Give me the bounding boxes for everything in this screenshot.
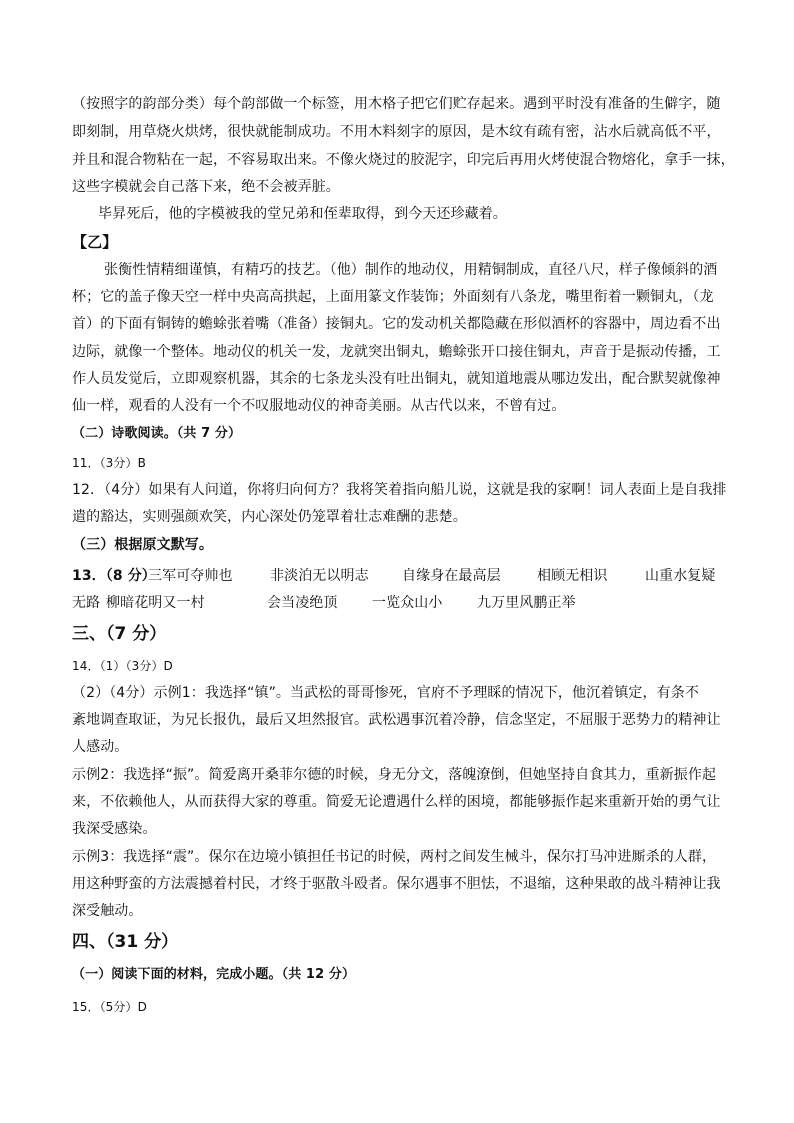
- passage-b-line: 仙一样，观看的人没有一个不叹服地动仪的神奇美丽。从古代以来，不曾有过。: [72, 398, 566, 414]
- dictation-answer: 三军可夺帅也: [148, 568, 233, 584]
- reading-section-heading: （一）阅读下面的材料，完成小题。（共 12 分）: [72, 967, 356, 982]
- answer-q14-2-line: （2）（4分）示例1：我选择“镇”。当武松的哥哥惨死，官府不予理睬的情况下，他沉着镇定，有条不: [72, 685, 699, 701]
- dictation-answer: 相顾无相识: [537, 568, 608, 584]
- section-3-heading: 三、（7 分）: [72, 624, 167, 644]
- dictation-answer: 会当凌绝顶: [267, 595, 338, 611]
- answer-q14-2-line: 紊地调查取证，为兄长报仇，最后又坦然报官。武松遇事沉着冷静，信念坚定，不屈服于恶势力的精神让: [72, 712, 721, 728]
- example-2-line: 示例2：我选择“振”。简爱离开桑菲尔德的时候，身无分文，落魄潦倒，但她坚持自食其力，重新振作起: [72, 767, 717, 783]
- passage-a-line: 并且和混合物粘在一起，不容易取出来。不像火烧过的胶泥字，印完后再用火烤使混合物熔化，拿手一抹，: [72, 152, 735, 168]
- dictation-answer: 一览众山小: [372, 595, 443, 611]
- answer-q13-line2: [72, 593, 576, 613]
- section-4-heading: 四、（31 分）: [72, 932, 179, 952]
- answer-q12-line: 12．（4分）如果有人问道，你将归向何方？我将笑着指向船儿说，这就是我的家啊！词人表面上是自我排: [72, 482, 727, 498]
- passage-b-line: 边际，就像一个整体。地动仪的机关一发，龙就突出铜丸，蟾蜍张开口接住铜丸，声音于是振动传播，工: [72, 344, 721, 360]
- passage-b-label: 【乙】: [72, 233, 118, 251]
- dictation-answer: 九万里风鹏正举: [477, 595, 576, 611]
- passage-b-line: 张衡性情精细谨慎，有精巧的技艺。（他）制作的地动仪，用精铜制成，直径八尺，样子像倾斜的酒: [104, 262, 718, 278]
- answer-q15: 15．（5分）D: [72, 1000, 147, 1014]
- dictation-answer: 柳暗花明又一村: [106, 595, 205, 611]
- example-3-line: 示例3：我选择“震”。保尔在边境小镇担任书记的时候，两村之间发生械斗，保尔打马冲进厮杀的人群，: [72, 849, 717, 865]
- passage-a-line: 这些字模就会自己落下来，绝不会被弄脏。: [72, 179, 340, 195]
- example-2-line: 我深受感染。: [72, 821, 157, 837]
- passage-b-line: 首）的下面有铜铸的蟾蜍张着嘴（准备）接铜丸。它的发动机关都隐藏在形似酒杯的容器中，周边看不出: [72, 316, 721, 332]
- answer-q13-line1: [72, 566, 716, 586]
- poem-section-heading: （二）诗歌阅读。（共 7 分）: [72, 426, 242, 441]
- answer-q11: 11．（3分）B: [72, 456, 146, 470]
- dictation-section-heading: （三）根据原文默写。: [72, 537, 213, 553]
- example-3-line: 用这种野蛮的方法震撼着村民，才终于驱散斗殴者。保尔遇事不胆怯，不退缩，这种果敢的战斗精神让我: [72, 876, 721, 892]
- q13-label: 13．（8 分）: [72, 568, 156, 584]
- answer-q12-line: 遣的豁达，实则强颜欢笑，内心深处仍笼罩着壮志难酬的悲楚。: [72, 509, 467, 525]
- passage-a-line: 即刻制，用草烧火烘烤，很快就能制成功。不用木料刻字的原因，是木纹有疏有密，沾水后就高低不平，: [72, 124, 721, 140]
- dictation-answer: 非淡泊无以明志: [270, 568, 369, 584]
- passage-a-last-line: 毕昇死后，他的字模被我的堂兄弟和侄辈取得，到今天还珍藏着。: [98, 206, 507, 222]
- answer-q14-2-line: 人感动。: [72, 739, 129, 755]
- passage-b-line: 作人员发觉后，立即观察机器，其余的七条龙头没有吐出铜丸，就知道地震从哪边发出，配合默契就像神: [72, 371, 721, 387]
- dictation-answer: 自缘身在最高层: [402, 568, 501, 584]
- dictation-answer: 无路: [72, 595, 101, 611]
- example-2-line: 来，不依赖他人，从而获得大家的尊重。简爱无论遭遇什么样的困境，都能够振作起来重新开始的勇气让: [72, 794, 721, 810]
- example-3-line: 深受触动。: [72, 903, 143, 919]
- passage-b-line: 杯；它的盖子像天空一样中央高高拱起，上面用篆文作装饰；外面刻有八条龙，嘴里衔着一颗铜丸，（龙: [72, 289, 714, 305]
- answer-q14-1: 14．（1）（3分）D: [72, 659, 173, 673]
- passage-a-line: （按照字的韵部分类）每个韵部做一个标签，用木格子把它们贮存起来。遇到平时没有准备的生僻字，随: [72, 96, 721, 112]
- dictation-answer: 山重水复疑: [645, 568, 716, 584]
